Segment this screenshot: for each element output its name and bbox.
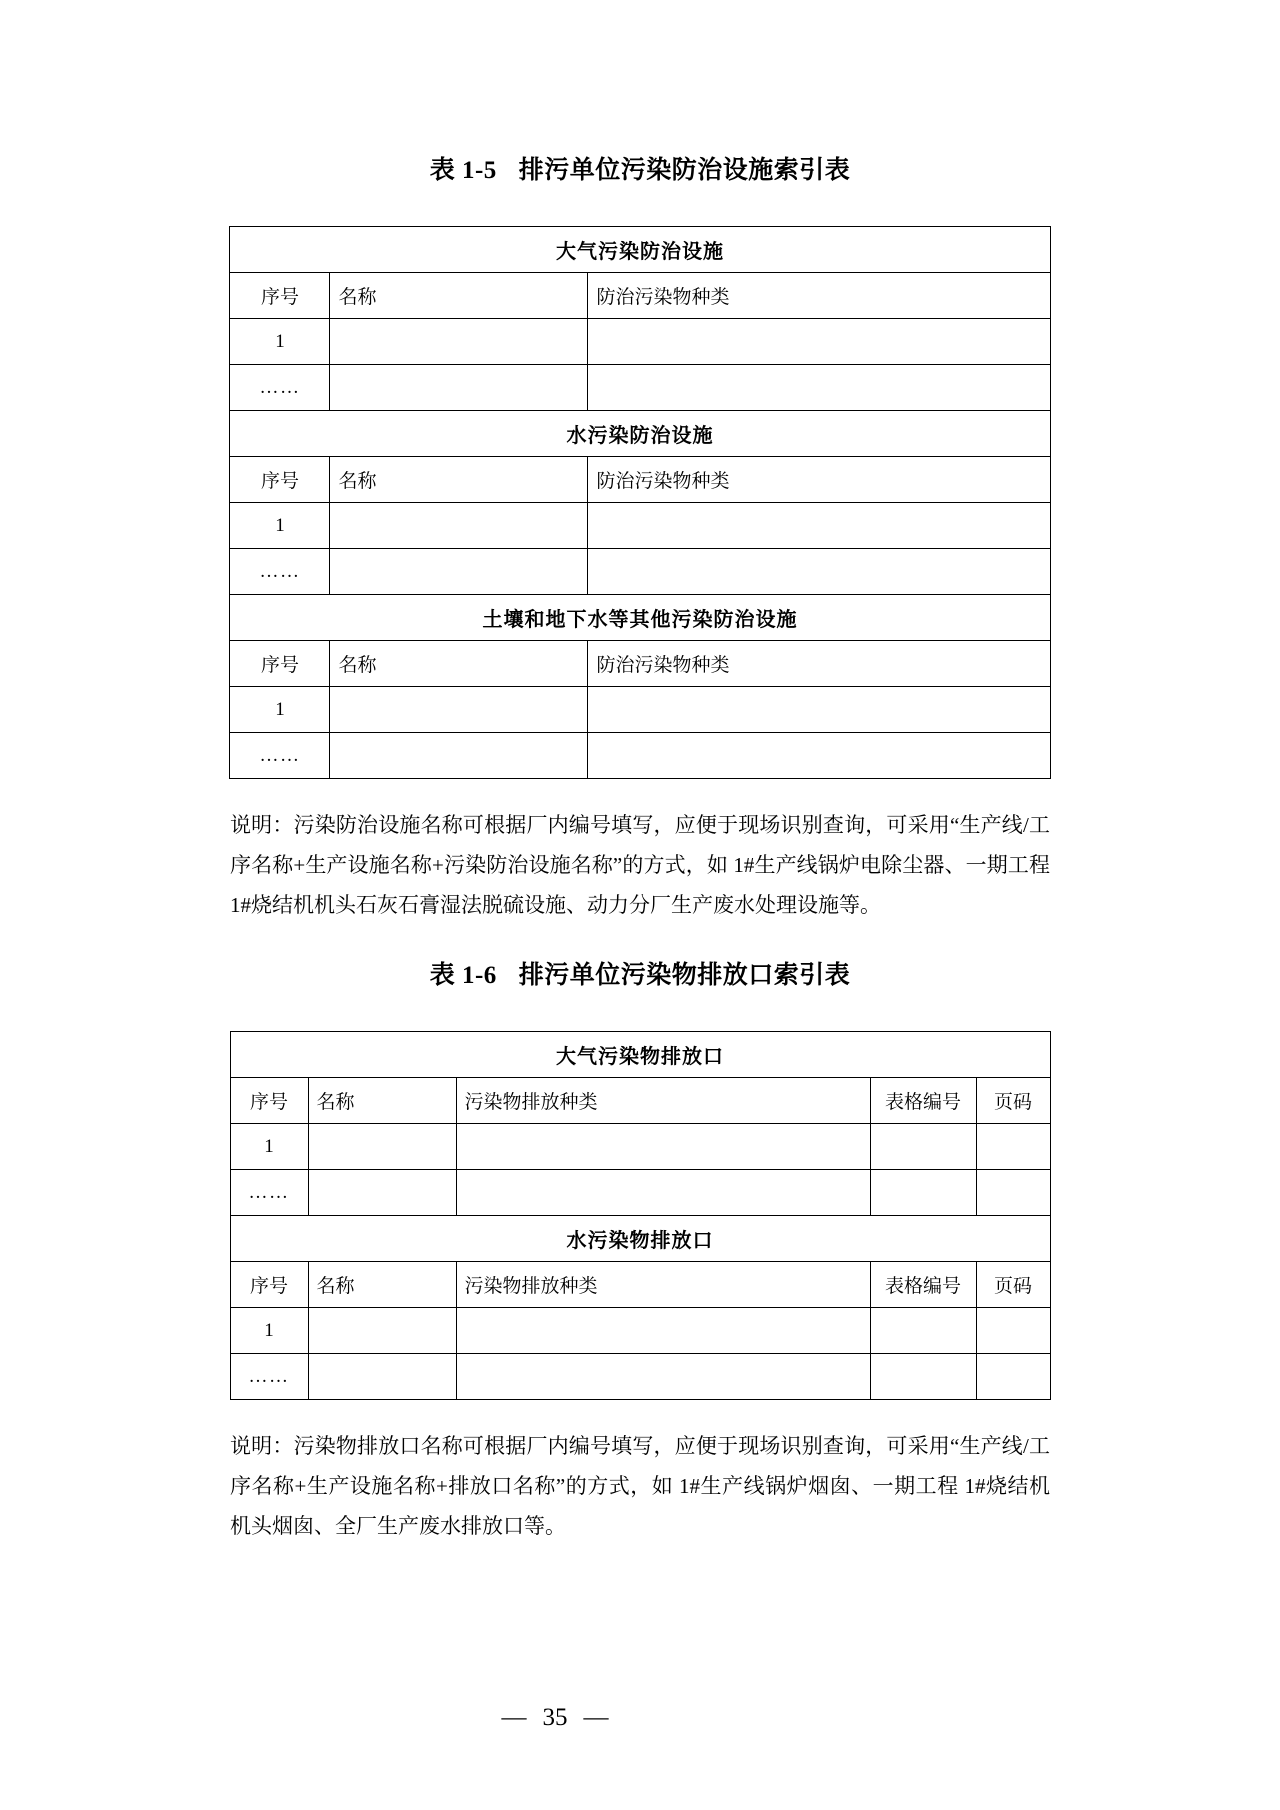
column-header-name: 名称 bbox=[330, 641, 588, 687]
column-header-pollutant-kind: 防治污染物种类 bbox=[588, 457, 1050, 503]
table-row bbox=[230, 365, 1050, 411]
page-footer bbox=[0, 1704, 1280, 1732]
column-header-seq: 序号 bbox=[230, 1078, 308, 1124]
column-header-seq: 序号 bbox=[230, 457, 330, 503]
column-header-name: 名称 bbox=[308, 1078, 456, 1124]
footer-dash-right: — bbox=[583, 1704, 609, 1731]
column-header-page-no: 页码 bbox=[976, 1078, 1050, 1124]
table-row bbox=[230, 319, 1050, 365]
section-header-air-outlet: 大气污染物排放口 bbox=[230, 1032, 1050, 1078]
table-1-6-caption-title: 排污单位污染物排放口索引表 bbox=[518, 962, 851, 989]
cell-page-no bbox=[976, 1170, 1050, 1216]
section-header-water-control: 水污染防治设施 bbox=[230, 411, 1050, 457]
cell-page-no bbox=[976, 1124, 1050, 1170]
cell-seq-ellipsis: …… bbox=[230, 733, 330, 779]
table-1-5-caption-label: 表 1-5 bbox=[429, 157, 497, 184]
cell-name bbox=[330, 549, 588, 595]
cell-pollutant-kind bbox=[588, 503, 1050, 549]
cell-name bbox=[308, 1170, 456, 1216]
cell-seq: 1 bbox=[230, 1308, 308, 1354]
column-header-seq: 序号 bbox=[230, 273, 330, 319]
cell-name bbox=[330, 503, 588, 549]
table-row bbox=[230, 687, 1050, 733]
table-row bbox=[230, 1124, 1050, 1170]
column-header-discharge-kind: 污染物排放种类 bbox=[456, 1078, 870, 1124]
cell-pollutant-kind bbox=[588, 687, 1050, 733]
column-header-name: 名称 bbox=[330, 273, 588, 319]
column-header-page-no: 页码 bbox=[976, 1262, 1050, 1308]
table-1-6-caption-label: 表 1-6 bbox=[429, 962, 497, 989]
table-row bbox=[230, 733, 1050, 779]
section-header-soil-groundwater-control: 土壤和地下水等其他污染防治设施 bbox=[230, 595, 1050, 641]
cell-name bbox=[308, 1308, 456, 1354]
cell-name bbox=[308, 1354, 456, 1400]
table-row-section-header bbox=[230, 595, 1050, 641]
footer-dash-left: — bbox=[501, 1704, 527, 1731]
cell-name bbox=[330, 365, 588, 411]
cell-pollutant-kind bbox=[588, 319, 1050, 365]
table-row bbox=[230, 1170, 1050, 1216]
cell-name bbox=[330, 733, 588, 779]
cell-form-code bbox=[870, 1124, 976, 1170]
column-header-pollutant-kind: 防治污染物种类 bbox=[588, 641, 1050, 687]
column-header-pollutant-kind: 防治污染物种类 bbox=[588, 273, 1050, 319]
table-1-5-caption bbox=[150, 150, 1130, 186]
cell-seq: 1 bbox=[230, 319, 330, 365]
column-header-name: 名称 bbox=[308, 1262, 456, 1308]
cell-name bbox=[330, 687, 588, 733]
cell-discharge-kind bbox=[456, 1124, 870, 1170]
cell-page-no bbox=[976, 1308, 1050, 1354]
cell-page-no bbox=[976, 1354, 1050, 1400]
column-header-form-code: 表格编号 bbox=[870, 1078, 976, 1124]
table-row bbox=[230, 549, 1050, 595]
table-1-5 bbox=[229, 226, 1050, 779]
cell-discharge-kind bbox=[456, 1170, 870, 1216]
cell-seq: 1 bbox=[230, 1124, 308, 1170]
table-row-column-header bbox=[230, 273, 1050, 319]
cell-form-code bbox=[870, 1308, 976, 1354]
cell-pollutant-kind bbox=[588, 549, 1050, 595]
table-1-6-note bbox=[230, 1426, 1050, 1546]
table-1-5-note-text: 说明：污染防治设施名称可根据厂内编号填写，应便于现场识别查询，可采用“生产线/工序名称+生产设施名称+污染防治设施名称”的方式，如 1#生产线锅炉电除尘器、一期工程 1#烧结机机头石灰石膏湿法脱硫设施、动力分厂生产废水处理设施等。 bbox=[230, 813, 1050, 917]
cell-form-code bbox=[870, 1354, 976, 1400]
table-1-6 bbox=[230, 1031, 1051, 1400]
table-row-column-header bbox=[230, 1078, 1050, 1124]
table-1-5-note bbox=[230, 805, 1050, 925]
table-1-6-note-text: 说明：污染物排放口名称可根据厂内编号填写，应便于现场识别查询，可采用“生产线/工序名称+生产设施名称+排放口名称”的方式，如 1#生产线锅炉烟囱、一期工程 1#烧结机机头烟囱、全厂生产废水排放口等。 bbox=[230, 1434, 1050, 1538]
table-row-section-header bbox=[230, 411, 1050, 457]
cell-seq-ellipsis: …… bbox=[230, 1170, 308, 1216]
cell-seq: 1 bbox=[230, 687, 330, 733]
cell-discharge-kind bbox=[456, 1354, 870, 1400]
cell-pollutant-kind bbox=[588, 733, 1050, 779]
column-header-seq: 序号 bbox=[230, 1262, 308, 1308]
cell-seq-ellipsis: …… bbox=[230, 549, 330, 595]
cell-name bbox=[330, 319, 588, 365]
table-1-5-caption-title: 排污单位污染防治设施索引表 bbox=[518, 157, 851, 184]
cell-seq-ellipsis: …… bbox=[230, 1354, 308, 1400]
table-row bbox=[230, 1354, 1050, 1400]
table-row-section-header bbox=[230, 227, 1050, 273]
table-row bbox=[230, 1308, 1050, 1354]
table-row-column-header bbox=[230, 1262, 1050, 1308]
cell-name bbox=[308, 1124, 456, 1170]
table-row-section-header bbox=[230, 1216, 1050, 1262]
table-row bbox=[230, 503, 1050, 549]
cell-discharge-kind bbox=[456, 1308, 870, 1354]
cell-seq-ellipsis: …… bbox=[230, 365, 330, 411]
page-number: 35 bbox=[542, 1704, 568, 1731]
column-header-name: 名称 bbox=[330, 457, 588, 503]
column-header-form-code: 表格编号 bbox=[870, 1262, 976, 1308]
cell-pollutant-kind bbox=[588, 365, 1050, 411]
table-1-6-caption bbox=[150, 955, 1130, 991]
table-row-column-header bbox=[230, 457, 1050, 503]
section-header-air-control: 大气污染防治设施 bbox=[230, 227, 1050, 273]
cell-seq: 1 bbox=[230, 503, 330, 549]
column-header-discharge-kind: 污染物排放种类 bbox=[456, 1262, 870, 1308]
table-row-column-header bbox=[230, 641, 1050, 687]
column-header-seq: 序号 bbox=[230, 641, 330, 687]
cell-form-code bbox=[870, 1170, 976, 1216]
table-row-section-header bbox=[230, 1032, 1050, 1078]
section-header-water-outlet: 水污染物排放口 bbox=[230, 1216, 1050, 1262]
